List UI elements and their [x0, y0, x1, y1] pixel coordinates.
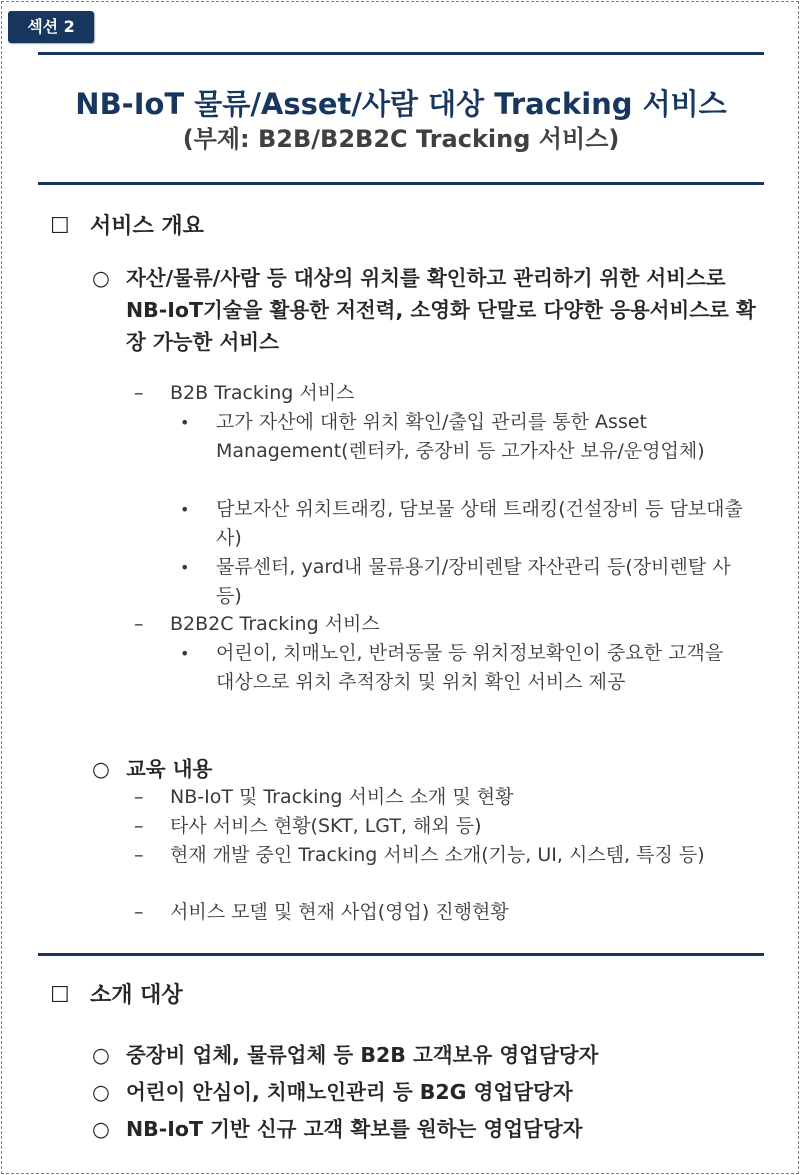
dash-bullet-icon: – [134, 844, 144, 866]
checkbox-square-icon: ☐ [50, 983, 70, 1008]
dot-bullet-icon: • [180, 413, 190, 432]
dot-bullet-icon: • [180, 558, 190, 577]
dash-bullet-icon: – [134, 613, 144, 635]
list-item: ○ 중장비 업체, 물류업체 등 B2B 고객보유 영업담당자 [92, 1039, 598, 1071]
dash-bullet-icon: – [134, 382, 144, 404]
list-item: ○ 어린이 안심이, 치매노인관리 등 B2G 영업담당자 [92, 1076, 573, 1108]
dot-bullet-icon: • [180, 500, 190, 519]
circle-bullet-icon: ○ [92, 1080, 110, 1104]
page-title: NB-IoT 물류/Asset/사람 대상 Tracking 서비스 [75, 87, 727, 121]
b2b-label: – B2B Tracking 서비스 [134, 379, 760, 408]
circle-bullet-icon: ○ [92, 1043, 110, 1067]
list-item: • 물류센터, yard내 물류용기/장비렌탈 자산관리 등(장비렌탈 사 등) [180, 553, 746, 611]
list-item: • 담보자산 위치트래킹, 담보물 상태 트래킹(건설장비 등 담보대출사) [180, 495, 746, 553]
list-item: – 현재 개발 중인 Tracking 서비스 소개(기능, UI, 시스템, 특징 등) [134, 841, 760, 870]
education-label: ○ 교육 내용 [92, 753, 756, 785]
circle-bullet-icon: ○ [92, 757, 110, 781]
checkbox-square-icon: ☐ [50, 214, 70, 239]
list-item: – 타사 서비스 현황(SKT, LGT, 해외 등) [134, 812, 760, 841]
title-divider [38, 182, 764, 185]
dash-bullet-icon: – [134, 901, 144, 923]
section-divider [38, 953, 764, 956]
page-subtitle: (부제: B2B/B2B2C Tracking 서비스) [182, 125, 620, 153]
list-item: ○ NB-IoT 기반 신규 고객 확보를 원하는 영업담당자 [92, 1113, 582, 1145]
top-divider [38, 52, 764, 55]
list-item: • 고가 자산에 대한 위치 확인/출입 관리를 통한 Asset Management(렌터카, 중장비 등 고가자산 보유/운영업체) [180, 408, 746, 466]
b2b2c-label: – B2B2C Tracking 서비스 [134, 610, 760, 639]
list-item: • 어린이, 치매노인, 반려동물 등 위치정보확인이 중요한 고객을 대상으로 위치 추적장치 및 위치 확인 서비스 제공 [180, 639, 746, 697]
overview-heading: ☐ 서비스 개요 [50, 212, 204, 242]
dash-bullet-icon: – [134, 786, 144, 808]
overview-summary: ○ 자산/물류/사람 등 대상의 위치를 확인하고 관리하기 위한 서비스로 NB-IoT기술을 활용한 저전력, 소영화 단말로 다양한 응용서비스로 확장 가능한 서비스 [92, 262, 756, 358]
circle-bullet-icon: ○ [92, 1117, 110, 1141]
audience-heading: ☐ 소개 대상 [50, 981, 183, 1011]
circle-bullet-icon: ○ [92, 266, 110, 290]
dot-bullet-icon: • [180, 644, 190, 663]
section-badge: 섹션 2 [8, 11, 94, 43]
list-item: – 서비스 모델 및 현재 사업(영업) 진행현황 [134, 898, 760, 927]
list-item: – NB-IoT 및 Tracking 서비스 소개 및 현황 [134, 783, 760, 812]
dash-bullet-icon: – [134, 815, 144, 837]
